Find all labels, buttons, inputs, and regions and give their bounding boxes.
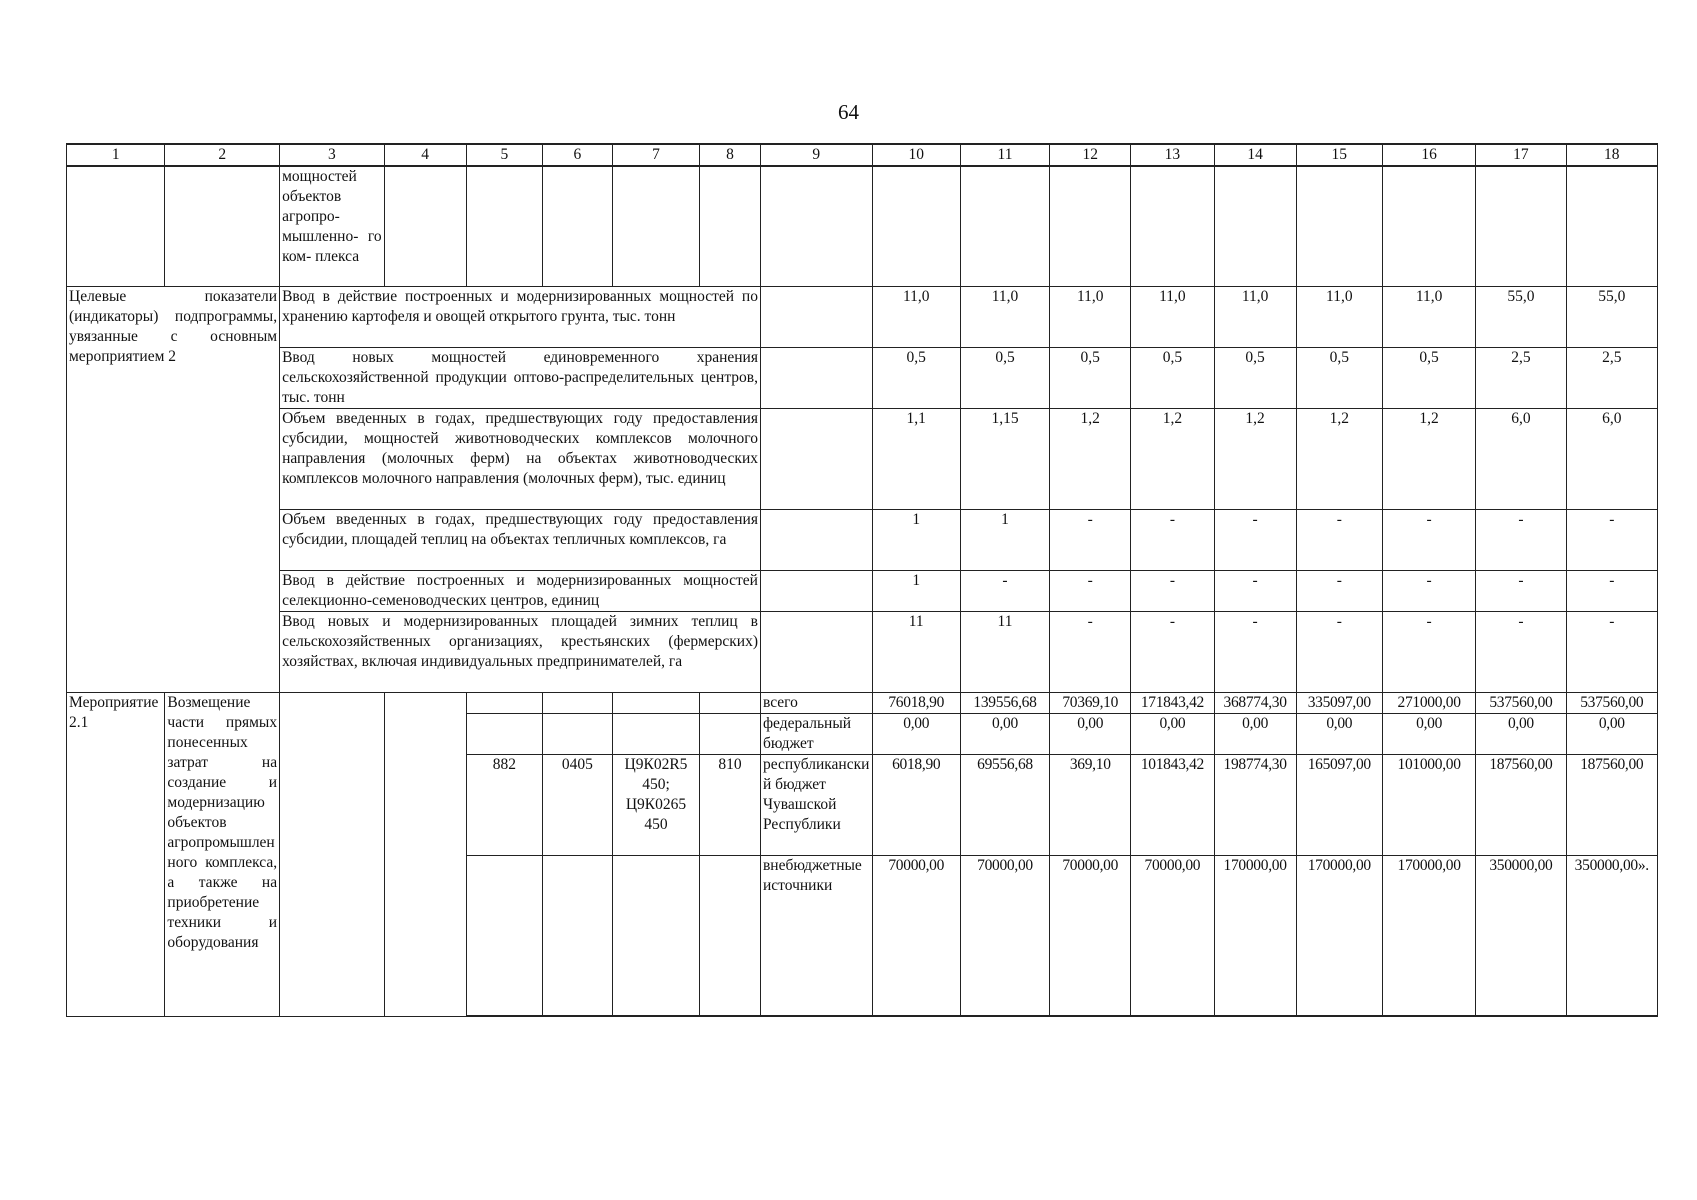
column-number: 16 (1382, 144, 1475, 166)
indicator-value: 6,0 (1476, 408, 1566, 509)
indicator-row (67, 408, 1658, 509)
funding-value: 170000,00 (1382, 855, 1475, 1016)
indicator-value: 2,5 (1476, 347, 1566, 408)
funding-value: 0,00 (960, 713, 1049, 754)
indicator-value: 11,0 (960, 286, 1049, 347)
funding-value: 187560,00 (1566, 754, 1657, 855)
target-article-code: Ц9К02R5 450; Ц9К0265 450 (612, 754, 699, 855)
indicator-value: 11,0 (1050, 286, 1131, 347)
indicator-value: - (1131, 570, 1214, 611)
funding-value: 198774,30 (1214, 754, 1296, 855)
indicator-value: - (1214, 570, 1296, 611)
column-number: 12 (1050, 144, 1131, 166)
funding-value: 187560,00 (1476, 754, 1566, 855)
column-number: 9 (760, 144, 872, 166)
indicator-value: 0,5 (872, 347, 960, 408)
indicator-value: - (1382, 509, 1475, 570)
indicator-value: - (1214, 509, 1296, 570)
funding-value: 170000,00 (1214, 855, 1296, 1016)
indicator-row (67, 286, 1658, 347)
indicator-value: 0,5 (1382, 347, 1475, 408)
section-code: 0405 (542, 754, 612, 855)
column-number: 7 (612, 144, 699, 166)
indicator-value: 0,5 (960, 347, 1049, 408)
funding-value: 69556,68 (960, 754, 1049, 855)
funding-row-total (67, 692, 1658, 713)
indicator-value: - (960, 570, 1049, 611)
column-number: 10 (872, 144, 960, 166)
indicator-value: - (1382, 611, 1475, 692)
indicator-text: Ввод новых и модернизированных площадей зимних теплиц в сельскохозяйственных организациях, крестьянских (фермерских) хозяйствах, включая индивидуальных предпринимателей, га (280, 611, 761, 692)
column-number: 11 (960, 144, 1049, 166)
indicator-text: Объем введенных в годах, предшествующих году предоставления субсидии, площадей теплиц на объектах тепличных комплексов, га (280, 509, 761, 570)
indicator-value: - (1566, 570, 1657, 611)
indicator-value: - (1566, 509, 1657, 570)
column-numbers-row (67, 144, 1658, 166)
funding-value: 0,00 (1296, 713, 1382, 754)
column-number: 5 (466, 144, 542, 166)
funding-value: 6018,90 (872, 754, 960, 855)
indicator-value: - (1476, 570, 1566, 611)
funding-value: 350000,00». (1566, 855, 1657, 1016)
expense-type-code: 810 (700, 754, 761, 855)
indicator-value: 11 (960, 611, 1049, 692)
indicator-value: 11,0 (1382, 286, 1475, 347)
funding-value: 70000,00 (872, 855, 960, 1016)
column-number: 8 (700, 144, 761, 166)
funding-value: 0,00 (1566, 713, 1657, 754)
indicator-value: 0,5 (1050, 347, 1131, 408)
indicator-value: 1,2 (1131, 408, 1214, 509)
indicator-text: Ввод в действие построенных и модернизированных мощностей по хранению картофеля и овощей открытого грунта, тыс. тонн (280, 286, 761, 347)
indicator-value: - (1476, 611, 1566, 692)
funding-value: 369,10 (1050, 754, 1131, 855)
column-number: 4 (384, 144, 466, 166)
indicator-value: - (1382, 570, 1475, 611)
indicator-value: 1 (960, 509, 1049, 570)
indicator-value: - (1050, 570, 1131, 611)
indicator-value: 6,0 (1566, 408, 1657, 509)
grbs-code: 882 (466, 754, 542, 855)
funding-value: 70369,10 (1050, 692, 1131, 713)
funding-value: 101000,00 (1382, 754, 1475, 855)
column-number: 6 (542, 144, 612, 166)
indicator-value: 11,0 (1131, 286, 1214, 347)
funding-value: 171843,42 (1131, 692, 1214, 713)
indicator-row (67, 347, 1658, 408)
funding-value: 70000,00 (1131, 855, 1214, 1016)
funding-value: 0,00 (1050, 713, 1131, 754)
indicator-value: - (1050, 611, 1131, 692)
column-number: 18 (1566, 144, 1657, 166)
funding-source: республиканский бюджет Чувашской Республики (760, 754, 872, 855)
funding-value: 101843,42 (1131, 754, 1214, 855)
indicator-row (67, 611, 1658, 692)
indicator-value: 1 (872, 570, 960, 611)
funding-value: 139556,68 (960, 692, 1049, 713)
continued-row (67, 166, 1658, 286)
funding-value: 0,00 (1131, 713, 1214, 754)
continued-text: мощностей объектов агропро- мышленно- го ком- плекса (280, 166, 385, 286)
indicator-value: 2,5 (1566, 347, 1657, 408)
funding-value: 0,00 (1214, 713, 1296, 754)
funding-value: 170000,00 (1296, 855, 1382, 1016)
funding-value: 537560,00 (1476, 692, 1566, 713)
funding-value: 76018,90 (872, 692, 960, 713)
funding-value: 70000,00 (960, 855, 1049, 1016)
indicator-value: - (1296, 611, 1382, 692)
indicator-value: - (1296, 509, 1382, 570)
indicators-label: Целевые показатели (индикаторы) подпрограммы, увязанные с основным мероприятием 2 (67, 286, 280, 692)
funding-value: 368774,30 (1214, 692, 1296, 713)
indicator-value: - (1566, 611, 1657, 692)
indicator-value: 11,0 (1214, 286, 1296, 347)
funding-value: 537560,00 (1566, 692, 1657, 713)
page-number: 64 (838, 100, 859, 124)
indicator-text: Ввод в действие построенных и модернизированных мощностей селекционно-семеноводческих центров, единиц (280, 570, 761, 611)
indicator-value: 11 (872, 611, 960, 692)
indicator-text: Ввод новых мощностей единовременного хранения сельскохозяйственной продукции оптово-распределительных центров, тыс. тонн (280, 347, 761, 408)
column-number: 3 (280, 144, 385, 166)
indicator-value: 55,0 (1566, 286, 1657, 347)
indicator-row (67, 570, 1658, 611)
measure-name: Возмещение части прямых понесенных затрат на создание и модернизацию объектов агропромышленного комплекса, а также на приобретение техники и оборудования (165, 692, 280, 1016)
column-number: 2 (165, 144, 280, 166)
indicator-value: - (1296, 570, 1382, 611)
indicator-value: 1,1 (872, 408, 960, 509)
funding-value: 271000,00 (1382, 692, 1475, 713)
funding-value: 0,00 (1476, 713, 1566, 754)
program-table (66, 143, 1658, 1017)
indicator-text: Объем введенных в годах, предшествующих году предоставления субсидии, мощностей животноводческих комплексов молочного направления (молочных ферм) на объектах животноводческих комплексов молочного направления (молочных ферм), тыс. единиц (280, 408, 761, 509)
column-number: 14 (1214, 144, 1296, 166)
indicator-value: 0,5 (1214, 347, 1296, 408)
indicator-value: 55,0 (1476, 286, 1566, 347)
indicator-value: - (1131, 509, 1214, 570)
funding-source: внебюджетные источники (760, 855, 872, 1016)
funding-source: федеральный бюджет (760, 713, 872, 754)
indicator-value: 1,2 (1214, 408, 1296, 509)
indicator-value: 11,0 (872, 286, 960, 347)
indicator-value: 1,2 (1296, 408, 1382, 509)
column-number: 13 (1131, 144, 1214, 166)
funding-value: 0,00 (872, 713, 960, 754)
funding-value: 335097,00 (1296, 692, 1382, 713)
indicator-row (67, 509, 1658, 570)
funding-value: 165097,00 (1296, 754, 1382, 855)
indicator-value: 1 (872, 509, 960, 570)
column-number: 1 (67, 144, 165, 166)
indicator-value: - (1214, 611, 1296, 692)
indicator-value: - (1050, 509, 1131, 570)
indicator-value: 1,2 (1050, 408, 1131, 509)
measure-label: Мероприятие 2.1 (67, 692, 165, 1016)
indicator-value: 1,2 (1382, 408, 1475, 509)
indicator-value: 0,5 (1296, 347, 1382, 408)
funding-value: 70000,00 (1050, 855, 1131, 1016)
funding-value: 0,00 (1382, 713, 1475, 754)
indicator-value: - (1476, 509, 1566, 570)
indicator-value: - (1131, 611, 1214, 692)
indicator-value: 0,5 (1131, 347, 1214, 408)
funding-source: всего (760, 692, 872, 713)
column-number: 15 (1296, 144, 1382, 166)
indicator-value: 11,0 (1296, 286, 1382, 347)
indicator-value: 1,15 (960, 408, 1049, 509)
column-number: 17 (1476, 144, 1566, 166)
funding-value: 350000,00 (1476, 855, 1566, 1016)
